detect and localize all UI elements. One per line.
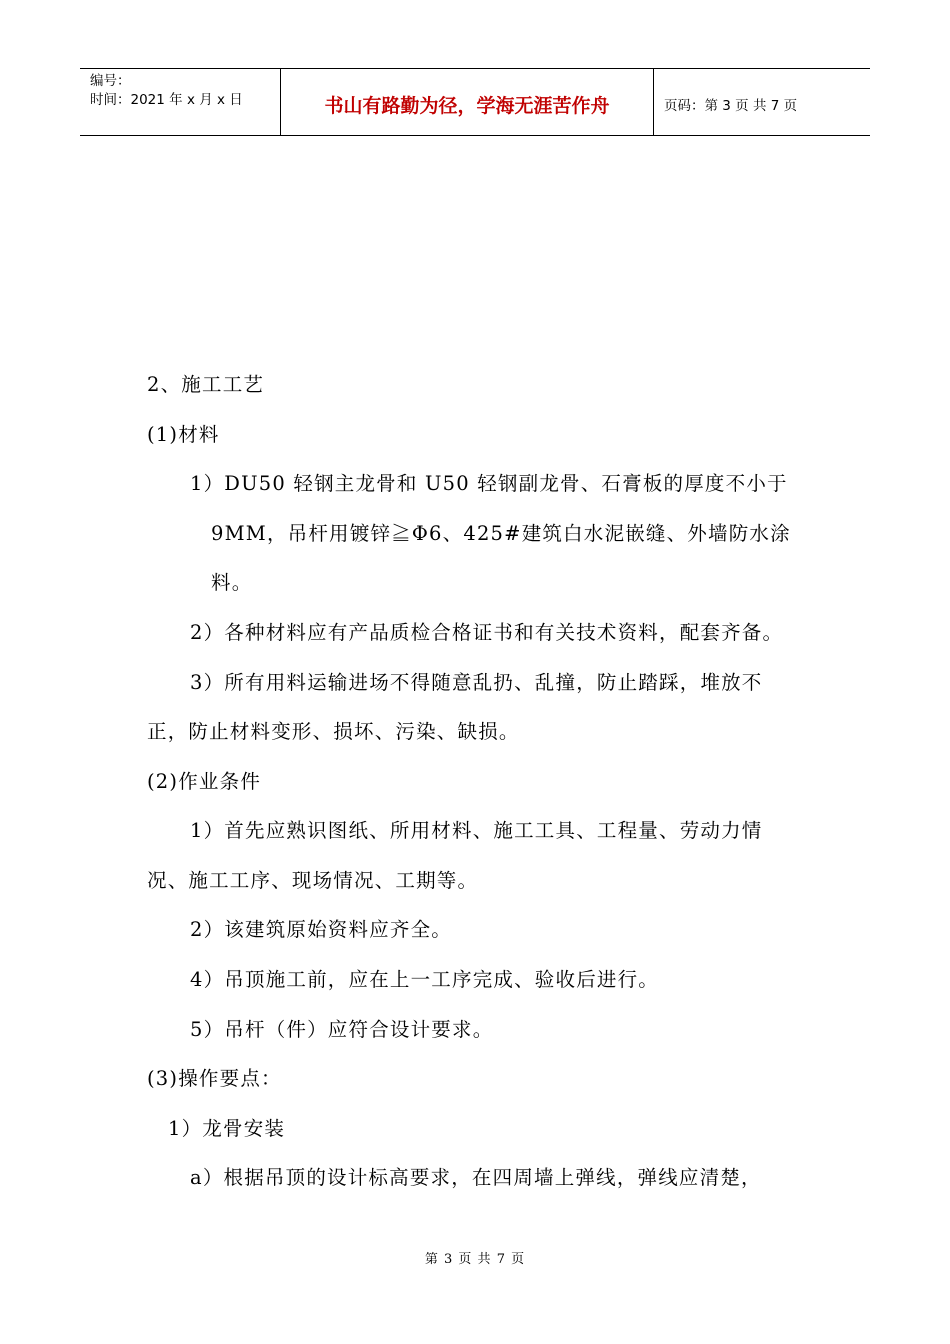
paragraph-line: 1）首先应熟识图纸、所用材料、施工工具、工程量、劳动力情 bbox=[190, 819, 763, 842]
header-motto: 书山有路勤为径，学海无涯苦作舟 bbox=[281, 69, 654, 135]
subsection-heading: (3)操作要点： bbox=[147, 1067, 282, 1090]
header-page-info: 页码：第 3 页 共 7 页 bbox=[664, 98, 798, 114]
paragraph-line: 1）龙骨安装 bbox=[168, 1117, 286, 1140]
paragraph-line: 5）吊杆（件）应符合设计要求。 bbox=[190, 1018, 494, 1041]
paragraph-line: 1）DU50 轻钢主龙骨和 U50 轻钢副龙骨、石膏板的厚度不小于 bbox=[190, 472, 788, 495]
paragraph-line: 3）所有用料运输进场不得随意乱扔、乱撞，防止踏踩，堆放不 bbox=[190, 671, 763, 694]
document-date: 时间：2021 年 x 月 x 日 bbox=[90, 92, 243, 108]
subsection-heading: (2)作业条件 bbox=[147, 770, 262, 793]
paragraph-line: 正，防止材料变形、损坏、污染、缺损。 bbox=[147, 720, 520, 743]
document-number-label: 编号： bbox=[90, 73, 131, 89]
paragraph-line: 2）各种材料应有产品质检合格证书和有关技术资料，配套齐备。 bbox=[190, 621, 784, 644]
section-heading: 2、施工工艺 bbox=[147, 373, 265, 396]
paragraph-line: 2）该建筑原始资料应齐全。 bbox=[190, 918, 453, 941]
paragraph-line: a）根据吊顶的设计标高要求，在四周墙上弹线，弹线应清楚， bbox=[190, 1166, 762, 1189]
subsection-heading: (1)材料 bbox=[147, 423, 220, 446]
paragraph-line: 9MM，吊杆用镀锌≧Φ6、425#建筑白水泥嵌缝、外墙防水涂 bbox=[211, 522, 791, 545]
paragraph-line: 况、施工工序、现场情况、工期等。 bbox=[147, 869, 479, 892]
paragraph-line: 4）吊顶施工前，应在上一工序完成、验收后进行。 bbox=[190, 968, 660, 991]
page-footer: 第 3 页 共 7 页 bbox=[424, 1252, 526, 1267]
paragraph-line: 料。 bbox=[211, 571, 253, 594]
